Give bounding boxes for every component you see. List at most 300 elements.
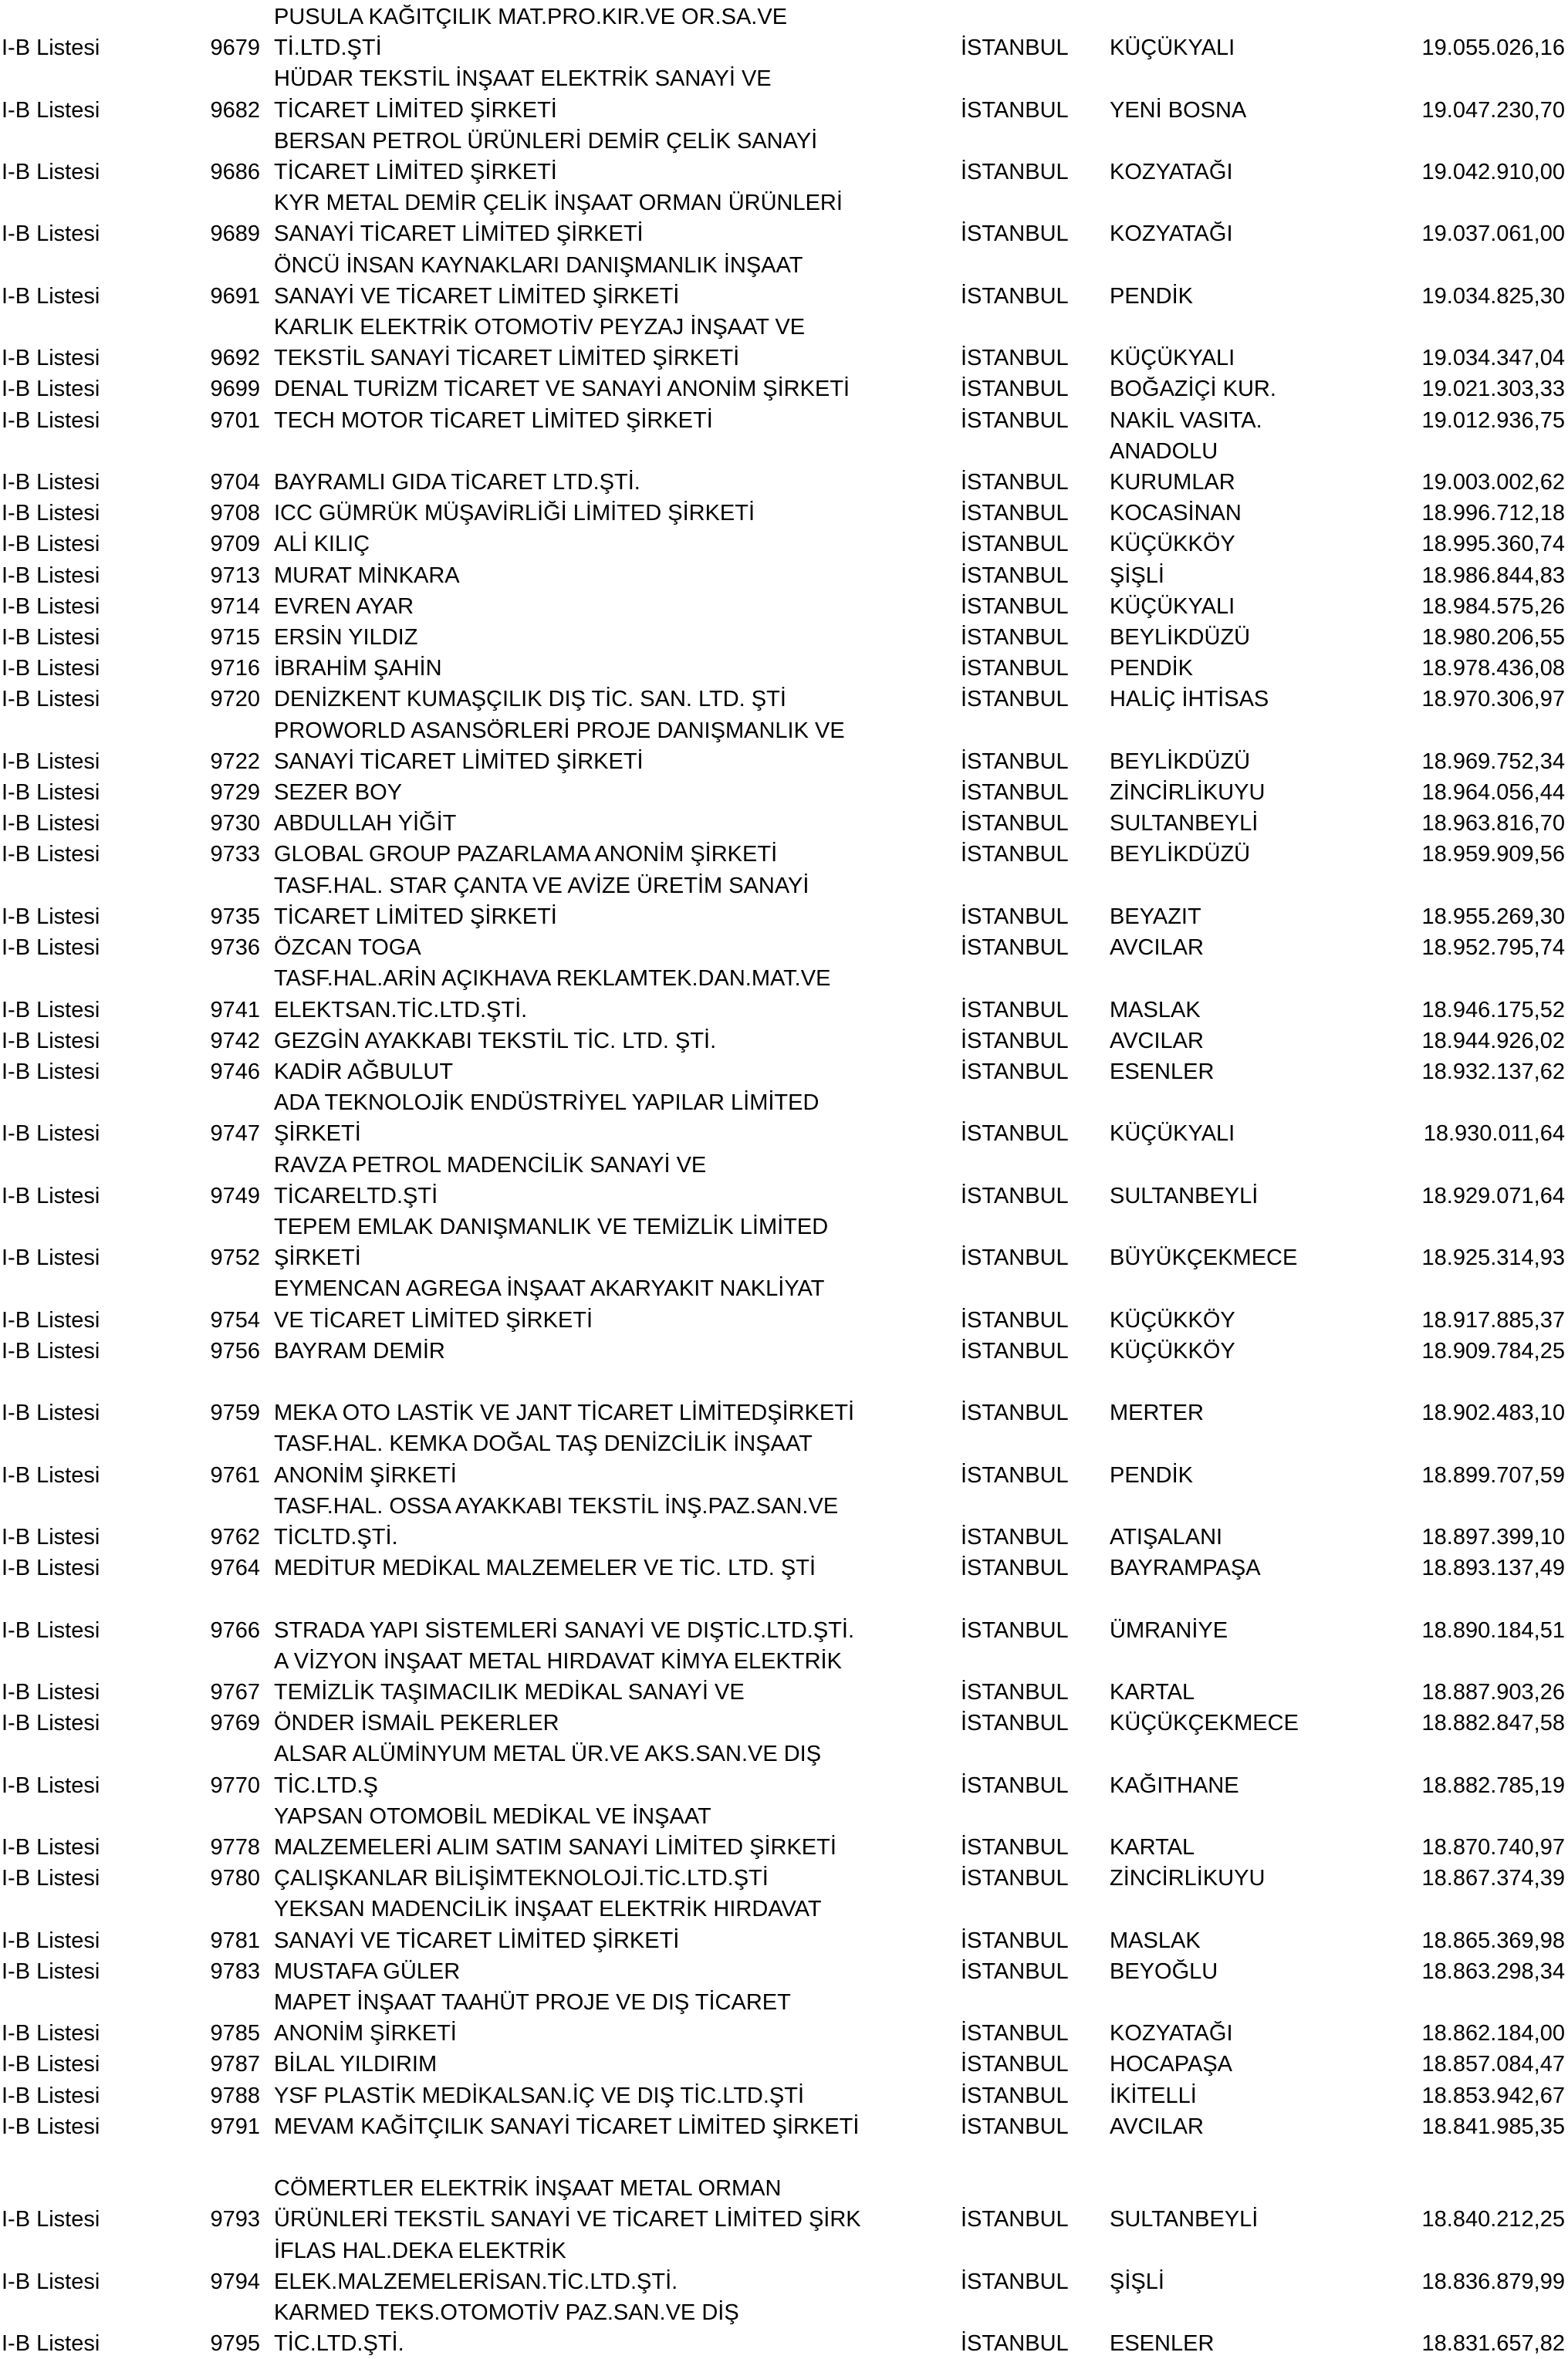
list-type-cell: I-B Listesi [2,1338,100,1364]
city-cell: İSTANBUL [961,1679,1069,1705]
tax-office-cell [1110,157,1407,188]
text-line: ŞİŞLİ [1110,563,1164,588]
amount-cell: 18.890.184,51 [1421,1617,1565,1643]
table-row [0,1212,1568,1273]
amount-cell: 19.037.061,00 [1421,221,1565,247]
text-line: KÜÇÜKKÖY [1110,1307,1235,1333]
text-line: AVCILAR [1110,2114,1204,2139]
tax-office-cell [1110,498,1407,529]
company-name-cell [260,2173,961,2235]
table-row [0,1428,1568,1490]
company-name-cell [260,126,961,188]
amount-cell: 18.986.844,83 [1421,563,1565,588]
list-type-cell: I-B Listesi [2,842,100,867]
table-row [0,1273,1568,1335]
table-row [0,2111,1568,2142]
table-row [0,653,1568,684]
city-cell: İSTANBUL [961,1711,1069,1736]
company-name-cell [260,1646,961,1708]
company-name-cell [260,1087,961,1149]
text-line: TİCARET LİMİTED ŞİRKETİ [274,160,557,185]
text-line: KARTAL [1110,1679,1195,1705]
rank-cell: 9742 [210,1028,260,1053]
list-type-cell: I-B Listesi [2,35,100,61]
text-line: TEKSTİL SANAYİ TİCARET LİMİTED ŞİRKETİ [274,346,740,371]
table-row [0,63,1568,125]
list-type-cell: I-B Listesi [2,377,100,402]
text-line: ÖNDER İSMAİL PEKERLER [274,1711,559,1736]
text-line: TASF.HAL. KEMKA DOĞAL TAŞ DENİZCİLİK İNŞAAT [274,1431,813,1457]
text-line: SULTANBEYLİ [1110,2207,1259,2232]
company-name-cell [260,1863,961,1894]
company-name-cell [260,2111,961,2142]
company-name-cell [260,405,961,436]
table-row [0,2173,1568,2235]
rank-cell: 9780 [210,1866,260,1891]
list-type-cell: I-B Listesi [2,1121,100,1147]
city-cell: İSTANBUL [961,656,1069,681]
rank-cell: 9794 [210,2269,260,2294]
text-line: KURUMLAR [1110,470,1235,495]
text-line: ŞİRKETİ [274,1245,361,1271]
text-line: BOĞAZİÇİ KUR. [1110,377,1276,402]
table-row [0,1553,1568,1583]
rank-cell: 9701 [210,407,260,433]
company-name-cell [260,715,961,777]
amount-cell: 18.882.847,58 [1421,1711,1565,1736]
text-line: ABDULLAH YİĞİT [274,811,457,836]
blank-row [0,1583,1568,1614]
city-cell: İSTANBUL [961,1059,1069,1084]
company-name-cell [260,1491,961,1553]
tax-office-cell [1110,777,1407,808]
table-row [0,1956,1568,1987]
amount-cell: 18.925.314,93 [1421,1245,1565,1271]
company-name-cell [260,312,961,373]
amount-cell: 18.865.369,98 [1421,1928,1565,1953]
company-name-cell [260,1739,961,1800]
table-row [0,963,1568,1025]
company-name-cell [260,591,961,622]
text-line: SANAYİ TİCARET LİMİTED ŞİRKETİ [274,749,644,774]
text-line: ICC GÜMRÜK MÜŞAVİRLİĞİ LİMİTED ŞİRKETİ [274,501,755,526]
text-line: KÜÇÜKYALI [1110,593,1235,619]
text-line: MALZEMELERİ ALIM SATIM SANAYİ LİMİTED ŞİRKETİ [274,1834,836,1860]
rank-cell: 9770 [210,1773,260,1798]
text-line: İKİTELLİ [1110,2083,1197,2108]
rank-cell: 9766 [210,1617,260,1643]
rank-cell: 9704 [210,470,260,495]
rank-cell: 9686 [210,160,260,185]
list-type-cell: I-B Listesi [2,1059,100,1084]
list-type-cell: I-B Listesi [2,1556,100,1581]
list-type-cell: I-B Listesi [2,470,100,495]
tax-office-cell [1110,995,1407,1026]
company-name-cell [260,188,961,249]
company-name-cell [260,1801,961,1863]
company-name-cell [260,250,961,312]
tax-office-cell [1110,1925,1407,1956]
rank-cell: 9747 [210,1121,260,1147]
company-name-cell [260,1428,961,1490]
company-name-cell [260,963,961,1025]
table-row [0,373,1568,404]
tax-office-cell [1110,1956,1407,1987]
amount-cell: 18.996.712,18 [1421,501,1565,526]
list-type-cell: I-B Listesi [2,997,100,1022]
amount-cell: 19.047.230,70 [1421,97,1565,123]
city-cell: İSTANBUL [961,1928,1069,1953]
list-type-cell: I-B Listesi [2,749,100,774]
table-row [0,560,1568,591]
text-line: DENİZKENT KUMAŞÇILIK DIŞ TİC. SAN. LTD. ŞTİ [274,687,786,712]
list-type-cell: I-B Listesi [2,2114,100,2139]
rank-cell: 9699 [210,377,260,402]
blank-row [0,2142,1568,2173]
amount-cell: 18.887.903,26 [1421,1679,1565,1705]
rank-cell: 9764 [210,1556,260,1581]
text-line: TİCARELTD.ŞTİ [274,1183,438,1208]
list-type-cell: I-B Listesi [2,1245,100,1271]
city-cell: İSTANBUL [961,842,1069,867]
rank-cell: 9735 [210,904,260,929]
tax-office-cell [1110,839,1407,870]
tax-office-cell [1110,684,1407,715]
company-name-cell [260,529,961,559]
text-line: KOZYATAĞI [1110,2021,1233,2046]
city-cell: İSTANBUL [961,532,1069,557]
table-row [0,932,1568,963]
table-row [0,1056,1568,1087]
list-type-cell: I-B Listesi [2,2052,100,2077]
text-line: ESENLER [1110,1059,1215,1084]
amount-cell: 18.867.374,39 [1421,1866,1565,1891]
amount-cell: 18.902.483,10 [1421,1401,1565,1426]
text-line: AVCILAR [1110,1028,1204,1053]
blank-row [0,1367,1568,1397]
city-cell: İSTANBUL [961,1959,1069,1984]
company-name-cell [260,1956,961,1987]
text-line: İFLAS HAL.DEKA ELEKTRİK [274,2238,566,2263]
tax-office-cell [1110,1708,1407,1739]
list-type-cell: I-B Listesi [2,501,100,526]
amount-cell: 18.840.212,25 [1421,2207,1565,2232]
tax-office-cell [1110,1242,1407,1273]
text-line: TASF.HAL. OSSA AYAKKABI TEKSTİL İNŞ.PAZ.SAN.VE [274,1493,839,1519]
list-type-cell: I-B Listesi [2,780,100,806]
text-line: KARTAL [1110,1834,1195,1860]
rank-cell: 9754 [210,1307,260,1333]
text-line: GLOBAL GROUP PAZARLAMA ANONİM ŞİRKETİ [274,842,778,867]
city-cell: İSTANBUL [961,1183,1069,1208]
text-line: MUSTAFA GÜLER [274,1959,461,1984]
text-line: BEYLİKDÜZÜ [1110,625,1251,651]
city-cell: İSTANBUL [961,160,1069,185]
text-line: HÜDAR TEKSTİL İNŞAAT ELEKTRİK SANAYİ VE [274,66,772,92]
table-row [0,1491,1568,1553]
text-line: CÖMERTLER ELEKTRİK İNŞAAT METAL ORMAN [274,2176,782,2202]
amount-cell: 18.862.184,00 [1421,2021,1565,2046]
amount-cell: 18.970.306,97 [1421,687,1565,712]
company-name-cell [260,1056,961,1087]
amount-cell: 18.969.752,34 [1421,749,1565,774]
list-type-cell: I-B Listesi [2,1866,100,1891]
company-name-cell [260,1336,961,1367]
city-cell: İSTANBUL [961,811,1069,836]
tax-office-cell [1110,2266,1407,2297]
text-line: SANAYİ VE TİCARET LİMİTED ŞİRKETİ [274,1928,680,1953]
rank-cell: 9736 [210,935,260,961]
text-line: ANADOLU [1110,438,1218,464]
tax-office-cell [1110,218,1407,249]
amount-cell: 19.003.002,62 [1421,470,1565,495]
rank-cell: 9722 [210,749,260,774]
table-row [0,2049,1568,2080]
city-cell: İSTANBUL [961,1617,1069,1643]
company-name-cell [260,1273,961,1335]
tax-office-cell [1110,95,1407,126]
city-cell: İSTANBUL [961,1028,1069,1053]
tax-arrears-list-table [0,2,1568,2359]
amount-cell: 18.882.785,19 [1421,1773,1565,1798]
company-name-cell [260,870,961,932]
city-cell: İSTANBUL [961,1524,1069,1550]
amount-cell: 19.042.910,00 [1421,160,1565,185]
text-line: RAVZA PETROL MADENCİLİK SANAYİ VE [274,1152,707,1178]
tax-office-cell [1110,1522,1407,1553]
table-row [0,1739,1568,1800]
tax-office-cell [1110,591,1407,622]
amount-cell: 18.932.137,62 [1421,1059,1565,1084]
table-row [0,1397,1568,1428]
table-row [0,405,1568,436]
list-type-cell: I-B Listesi [2,1679,100,1705]
tax-office-cell [1110,1181,1407,1212]
text-line: SULTANBEYLİ [1110,1183,1259,1208]
tax-office-cell [1110,2018,1407,2049]
city-cell: İSTANBUL [961,501,1069,526]
city-cell: İSTANBUL [961,1773,1069,1798]
text-line: TİC.LTD.ŞTİ. [274,2331,404,2357]
list-type-cell: I-B Listesi [2,221,100,247]
amount-cell: 18.963.816,70 [1421,811,1565,836]
city-cell: İSTANBUL [961,35,1069,61]
amount-cell: 18.995.360,74 [1421,532,1565,557]
amount-cell: 18.870.740,97 [1421,1834,1565,1860]
city-cell: İSTANBUL [961,97,1069,123]
amount-cell: 18.959.909,56 [1421,842,1565,867]
table-row [0,250,1568,312]
list-type-cell: I-B Listesi [2,625,100,651]
text-line: TİC.LTD.Ş [274,1773,378,1798]
rank-cell: 9756 [210,1338,260,1364]
tax-office-cell [1110,560,1407,591]
tax-office-cell [1110,2328,1407,2359]
rank-cell: 9746 [210,1059,260,1084]
text-line: YAPSAN OTOMOBİL MEDİKAL VE İNŞAAT [274,1803,711,1829]
text-line: MURAT MİNKARA [274,563,460,588]
city-cell: İSTANBUL [961,221,1069,247]
list-type-cell: I-B Listesi [2,1773,100,1798]
text-line: Tİ.LTD.ŞTİ [274,35,382,61]
text-line: KÜÇÜKÇEKMECE [1110,1711,1299,1736]
text-line: ESENLER [1110,2331,1215,2357]
text-line: İBRAHİM ŞAHİN [274,656,442,681]
company-name-cell [260,373,961,404]
table-row [0,2297,1568,2359]
tax-office-cell [1110,405,1407,436]
text-line: ERSİN YILDIZ [274,625,418,651]
company-name-cell [260,2236,961,2297]
text-line: ATIŞALANI [1110,1524,1223,1550]
city-cell: İSTANBUL [961,1462,1069,1488]
city-cell: İSTANBUL [961,1121,1069,1147]
table-row [0,1646,1568,1708]
list-type-cell: I-B Listesi [2,407,100,433]
city-cell: İSTANBUL [961,935,1069,961]
text-line: ZİNCİRLİKUYU [1110,780,1266,806]
company-name-cell [260,1026,961,1056]
city-cell: İSTANBUL [961,625,1069,651]
amount-cell: 18.897.399,10 [1421,1524,1565,1550]
amount-cell: 18.917.885,37 [1421,1307,1565,1333]
city-cell: İSTANBUL [961,997,1069,1022]
list-type-cell: I-B Listesi [2,563,100,588]
table-row [0,870,1568,932]
text-line: NAKİL VASITA. [1110,407,1262,433]
company-name-cell [260,498,961,529]
text-line: MEKA OTO LASTİK VE JANT TİCARET LİMİTEDŞİRKETİ [274,1401,855,1426]
city-cell: İSTANBUL [961,377,1069,402]
rank-cell: 9709 [210,532,260,557]
table-row [0,2236,1568,2297]
text-line: BEYLİKDÜZÜ [1110,749,1251,774]
rank-cell: 9720 [210,687,260,712]
rank-cell: 9708 [210,501,260,526]
tax-office-cell [1110,2111,1407,2142]
company-name-cell [260,467,961,498]
rank-cell: 9791 [210,2114,260,2139]
rank-cell: 9788 [210,2083,260,2108]
list-type-cell: I-B Listesi [2,1834,100,1860]
rank-cell: 9785 [210,2021,260,2046]
rank-cell: 9761 [210,1462,260,1488]
city-cell: İSTANBUL [961,1834,1069,1860]
city-cell: İSTANBUL [961,593,1069,619]
text-line: BAYRAMLI GIDA TİCARET LTD.ŞTİ. [274,470,640,495]
amount-cell: 19.055.026,16 [1421,35,1565,61]
amount-cell: 18.899.707,59 [1421,1462,1565,1488]
table-row [0,498,1568,529]
list-type-cell: I-B Listesi [2,811,100,836]
tax-office-cell [1110,1770,1407,1801]
city-cell: İSTANBUL [961,2083,1069,2108]
tax-office-cell [1110,343,1407,373]
tax-office-cell [1110,1026,1407,1056]
text-line: TİCLTD.ŞTİ. [274,1524,398,1550]
company-name-cell [260,808,961,839]
text-line: TİCARET LİMİTED ŞİRKETİ [274,904,557,929]
text-line: MASLAK [1110,997,1201,1022]
rank-cell: 9749 [210,1183,260,1208]
text-line: TEPEM EMLAK DANIŞMANLIK VE TEMİZLİK LİMİTED [274,1214,829,1239]
tax-office-cell [1110,1832,1407,1863]
city-cell: İSTANBUL [961,1338,1069,1364]
amount-cell: 19.034.825,30 [1421,283,1565,309]
list-type-cell: I-B Listesi [2,283,100,309]
tax-office-cell [1110,1863,1407,1894]
amount-cell: 18.978.436,08 [1421,656,1565,681]
text-line: BEYLİKDÜZÜ [1110,842,1251,867]
text-line: KAĞITHANE [1110,1773,1239,1798]
company-name-cell [260,777,961,808]
text-line: PENDİK [1110,656,1193,681]
list-type-cell: I-B Listesi [2,2269,100,2294]
city-cell: İSTANBUL [961,780,1069,806]
list-type-cell: I-B Listesi [2,1711,100,1736]
list-type-cell: I-B Listesi [2,97,100,123]
list-type-cell: I-B Listesi [2,346,100,371]
text-line: EYMENCAN AGREGA İNŞAAT AKARYAKIT NAKLİYAT [274,1276,825,1302]
list-type-cell: I-B Listesi [2,1959,100,1984]
text-line: PENDİK [1110,283,1193,309]
text-line: KÜÇÜKYALI [1110,35,1235,61]
tax-office-cell [1110,1553,1407,1583]
text-line: A VİZYON İNŞAAT METAL HIRDAVAT KİMYA ELEKTRİK [274,1648,842,1674]
list-type-cell: I-B Listesi [2,1462,100,1488]
table-row [0,436,1568,498]
company-name-cell [260,1150,961,1212]
text-line: PROWORLD ASANSÖRLERİ PROJE DANIŞMANLIK VE [274,718,845,743]
table-row [0,1801,1568,1863]
company-name-cell [260,932,961,963]
text-line: KOZYATAĞI [1110,160,1233,185]
list-type-cell: I-B Listesi [2,593,100,619]
list-type-cell: I-B Listesi [2,2207,100,2232]
amount-cell: 18.853.942,67 [1421,2083,1565,2108]
list-type-cell: I-B Listesi [2,687,100,712]
text-line: BİLAL YILDIRIM [274,2052,438,2077]
table-row [0,839,1568,870]
text-line: VE TİCARET LİMİTED ŞİRKETİ [274,1307,593,1333]
text-line: KARMED TEKS.OTOMOTİV PAZ.SAN.VE DİŞ [274,2300,739,2325]
city-cell: İSTANBUL [961,2269,1069,2294]
rank-cell: 9759 [210,1401,260,1426]
company-name-cell [260,2297,961,2359]
tax-office-cell [1110,1615,1407,1646]
rank-cell: 9692 [210,346,260,371]
amount-cell: 18.893.137,49 [1421,1556,1565,1581]
text-line: TASF.HAL. STAR ÇANTA VE AVİZE ÜRETİM SANAYİ [274,873,809,898]
amount-cell: 18.980.206,55 [1421,625,1565,651]
city-cell: İSTANBUL [961,2114,1069,2139]
amount-cell: 18.841.985,35 [1421,2114,1565,2139]
tax-office-cell [1110,32,1407,63]
table-row [0,188,1568,249]
text-line: KOCASİNAN [1110,501,1242,526]
table-row [0,684,1568,715]
rank-cell: 9781 [210,1928,260,1953]
text-line: ŞİŞLİ [1110,2269,1164,2294]
rank-cell: 9682 [210,97,260,123]
tax-office-cell [1110,746,1407,777]
tax-office-cell [1110,281,1407,312]
amount-cell: 18.955.269,30 [1421,904,1565,929]
text-line: ALSAR ALÜMİNYUM METAL ÜR.VE AKS.SAN.VE DIŞ [274,1742,822,1767]
list-type-cell: I-B Listesi [2,1617,100,1643]
list-type-cell: I-B Listesi [2,1183,100,1208]
text-line: BAYRAM DEMİR [274,1338,445,1364]
